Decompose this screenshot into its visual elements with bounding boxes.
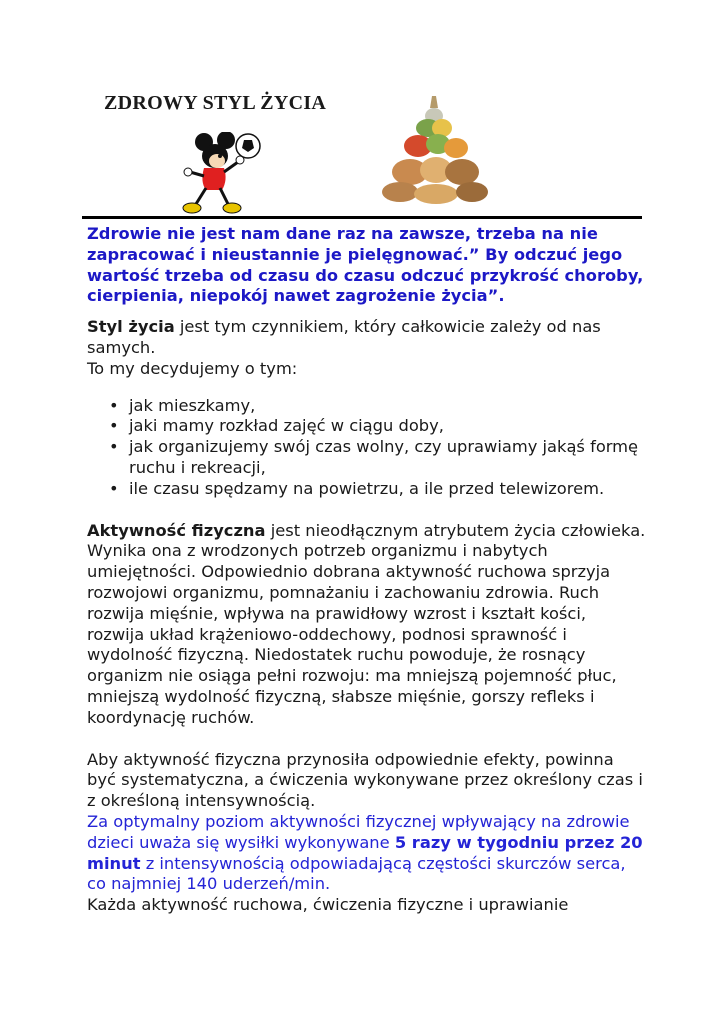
food-pyramid-illustration [380,94,492,206]
list-item: • jaki mamy rozkład zajęć w ciągu doby, [129,416,647,437]
optimal-level-paragraph [87,812,647,895]
document-body [87,224,647,916]
quote-paragraph: Zdrowie nie jest nam dane raz na zawsze, trzeba na nie zapracować i nieustannie je pielęgnować.” By odczuć jego wartość trzeba od czasu do czasu odczuć przykrość choroby, cierpienia, niepokój nawet zagrożenie życia”. [87,224,644,306]
optimal-frequency: 5 razy w tygodniu przez 20 minut [87,832,643,873]
list-item: • jak organizujemy swój czas wolny, czy uprawiamy jakąś formę ruchu i rekreacji, [129,437,647,479]
lifestyle-paragraph [87,317,647,359]
physical-activity-paragraph [87,521,647,729]
list-item: • ile czasu spędzamy na powietrzu, a ile przed telewizorem. [129,479,647,500]
physical-activity-text: jest nieodłącznym atrybutem życia człowieka. Wynika ona z wrodzonych potrzeb organizmu i nabytych umiejętności. Odpowiednio dobrana aktywność ruchowa sprzyja rozwojowi organizmu, pomnażaniu i zachowaniu zdrowia. Ruch rozwija mięśnie, wpływa na prawidłowy wzrost i kształt kości, rozwija układ krążeniowo-oddechowy, podnosi sprawność i wydolność fizyczną. Niedostatek ruchu powoduje, że rosnący organizm nie osiąga pełni rozwoju: ma mniejszą pojemność płuc, mniejszą wydolność fizyczną, słabsze mięśnie, gorszy refleks i koordynację ruchów. [87,520,646,727]
optimal-text-1: Za optymalny poziom aktywności fizycznej wpływający na zdrowie dzieci uważa się wysiłki wykonywane [87,811,630,852]
last-paragraph: Każda aktywność ruchowa, ćwiczenia fizyczne i uprawianie [87,895,569,915]
page-title: ZDROWY STYL ŻYCIA [104,92,327,114]
optimal-text-2: z intensywnością odpowiadającą częstości skurczów serca, co najmniej 140 uderzeń/min. [87,853,626,894]
lifestyle-list [87,396,647,500]
lifestyle-term: Styl życia [87,317,175,337]
mickey-mouse-football-illustration [182,132,262,216]
physical-activity-term: Aktywność fizyczna [87,520,266,540]
lifestyle-lead: To my decydujemy o tym: [87,358,298,378]
effects-paragraph: Aby aktywność fizyczna przynosiła odpowiednie efekty, powinna być systematyczna, a ćwiczenia wykonywane przez określony czas i z określoną intensywnością. [87,749,643,811]
title-underline [82,216,642,219]
lifestyle-text: jest tym czynnikiem, który całkowicie zależy od nas samych. [87,317,601,357]
list-item: • jak mieszkamy, [129,396,647,417]
